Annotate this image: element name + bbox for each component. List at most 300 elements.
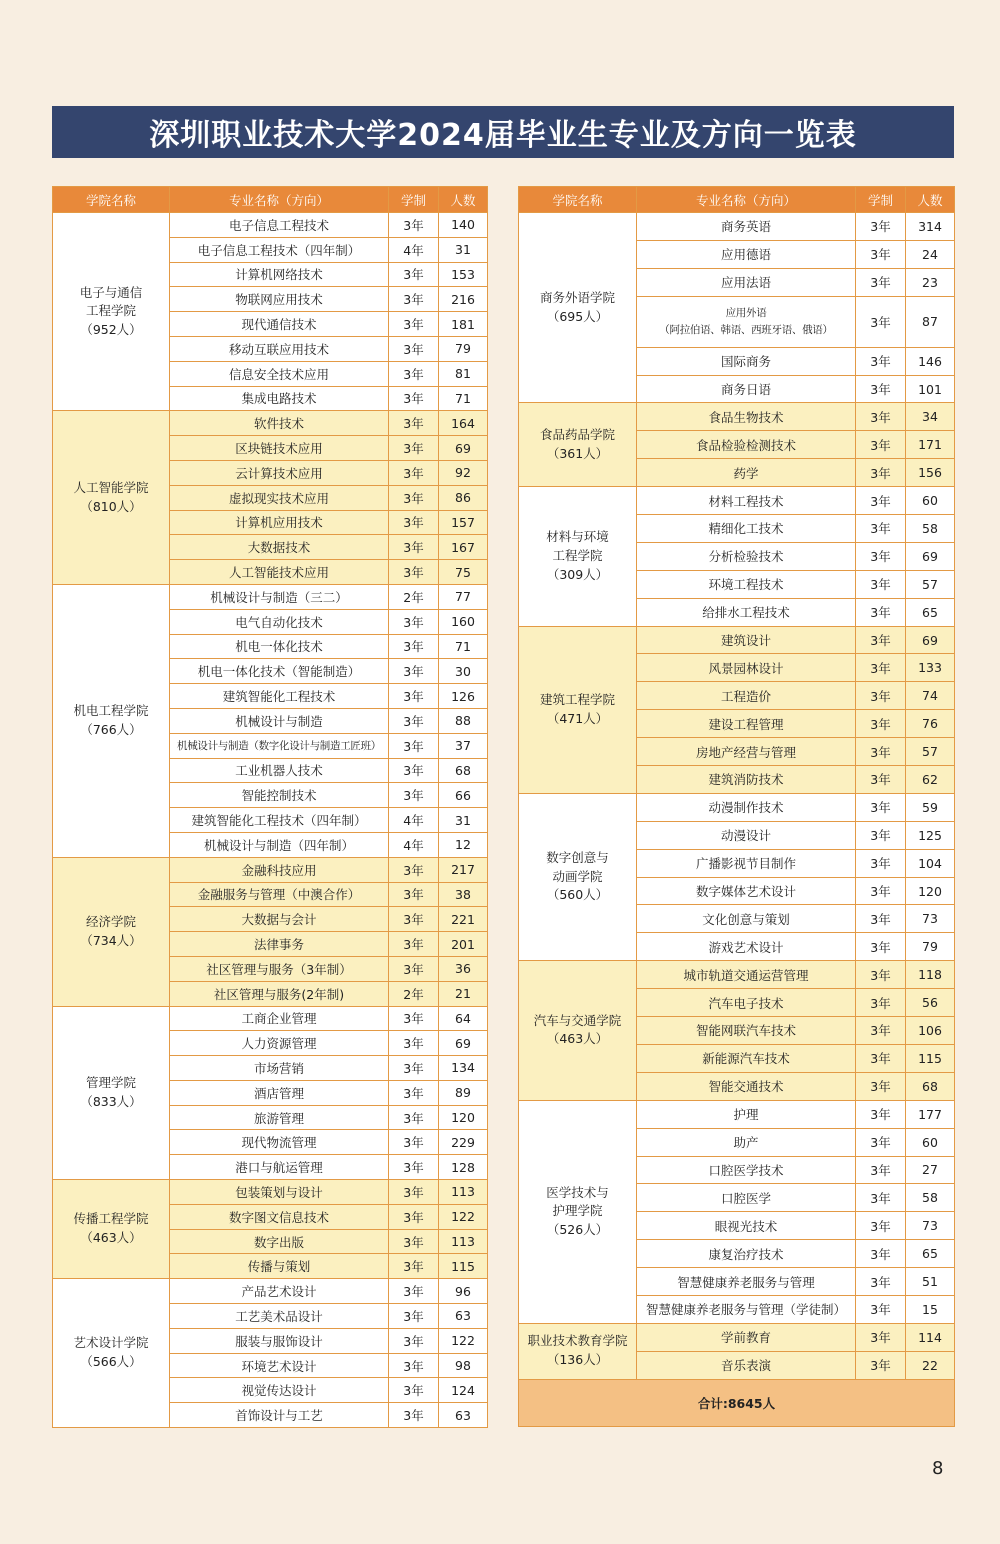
count-cell: 87 (906, 296, 955, 347)
major-name: 风景园林设计 (637, 654, 856, 682)
table-row (53, 1180, 488, 1205)
count-cell: 146 (906, 347, 955, 375)
duration-cell: 3年 (856, 487, 906, 515)
count-cell: 34 (906, 403, 955, 431)
table-row (519, 626, 955, 654)
duration-cell: 3年 (389, 1279, 439, 1304)
major-name: 动漫制作技术 (637, 793, 856, 821)
college-name: 数字创意与 动画学院 （560人） (519, 793, 637, 960)
count-cell: 101 (906, 375, 955, 403)
count-cell: 126 (439, 684, 488, 709)
count-cell: 65 (906, 598, 955, 626)
count-cell: 37 (439, 733, 488, 758)
major-name: 数字出版 (170, 1229, 389, 1254)
major-name: 云计算技术应用 (170, 460, 389, 485)
major-name: 智能网联汽车技术 (637, 1017, 856, 1045)
count-cell: 71 (439, 386, 488, 411)
major-name: 数字图文信息技术 (170, 1204, 389, 1229)
count-cell: 106 (906, 1017, 955, 1045)
major-name: 信息安全技术应用 (170, 361, 389, 386)
count-cell: 122 (439, 1204, 488, 1229)
duration-cell: 3年 (856, 933, 906, 961)
major-name: 人工智能技术应用 (170, 560, 389, 585)
duration-cell: 3年 (389, 932, 439, 957)
duration-cell: 4年 (389, 832, 439, 857)
count-cell: 216 (439, 287, 488, 312)
duration-cell: 3年 (856, 1351, 906, 1379)
count-cell: 57 (906, 738, 955, 766)
header-duration: 学制 (389, 187, 439, 213)
count-cell: 86 (439, 485, 488, 510)
table-row (519, 403, 955, 431)
majors-table-right (518, 186, 955, 1427)
count-cell: 69 (906, 626, 955, 654)
table-row (53, 213, 488, 238)
count-cell: 124 (439, 1378, 488, 1403)
duration-cell: 3年 (856, 1323, 906, 1351)
duration-cell: 3年 (856, 213, 906, 241)
major-name: 新能源汽车技术 (637, 1044, 856, 1072)
count-cell: 21 (439, 981, 488, 1006)
duration-cell: 3年 (389, 857, 439, 882)
duration-cell: 3年 (856, 682, 906, 710)
duration-cell: 3年 (856, 738, 906, 766)
count-cell: 79 (439, 336, 488, 361)
header-count: 人数 (439, 187, 488, 213)
header-major: 专业名称（方向） (170, 187, 389, 213)
count-cell: 98 (439, 1353, 488, 1378)
count-cell: 56 (906, 989, 955, 1017)
duration-cell: 3年 (389, 1080, 439, 1105)
major-name: 学前教育 (637, 1323, 856, 1351)
table-row (519, 961, 955, 989)
duration-cell: 3年 (389, 1403, 439, 1428)
major-name: 电子信息工程技术 (170, 213, 389, 238)
college-name: 汽车与交通学院 （463人） (519, 961, 637, 1100)
duration-cell: 3年 (856, 1017, 906, 1045)
duration-cell: 3年 (856, 347, 906, 375)
duration-cell: 3年 (856, 1212, 906, 1240)
count-cell: 59 (906, 793, 955, 821)
count-cell: 74 (906, 682, 955, 710)
major-name: 机械设计与制造（四年制） (170, 832, 389, 857)
major-name: 计算机网络技术 (170, 262, 389, 287)
count-cell: 12 (439, 832, 488, 857)
count-cell: 71 (439, 634, 488, 659)
major-name: 动漫设计 (637, 821, 856, 849)
major-name: 口腔医学技术 (637, 1156, 856, 1184)
total-count: 合计:8645人 (519, 1379, 955, 1426)
major-name: 商务英语 (637, 213, 856, 241)
major-name: 汽车电子技术 (637, 989, 856, 1017)
major-name: 助产 (637, 1128, 856, 1156)
count-cell: 153 (439, 262, 488, 287)
major-name: 数字媒体艺术设计 (637, 877, 856, 905)
college-name: 职业技术教育学院 （136人） (519, 1323, 637, 1379)
duration-cell: 4年 (389, 808, 439, 833)
count-cell: 171 (906, 431, 955, 459)
duration-cell: 3年 (856, 268, 906, 296)
major-name: 传播与策划 (170, 1254, 389, 1279)
table-row (519, 1100, 955, 1128)
major-name: 精细化工技术 (637, 515, 856, 543)
table-row (519, 1323, 955, 1351)
table-row (53, 1279, 488, 1304)
duration-cell: 3年 (856, 296, 906, 347)
duration-cell: 3年 (856, 598, 906, 626)
duration-cell: 3年 (389, 1254, 439, 1279)
duration-cell: 2年 (389, 981, 439, 1006)
major-name: 大数据技术 (170, 535, 389, 560)
major-name: 应用法语 (637, 268, 856, 296)
major-name: 金融服务与管理（中澳合作） (170, 882, 389, 907)
duration-cell: 3年 (389, 287, 439, 312)
count-cell: 122 (439, 1328, 488, 1353)
table-row (53, 1006, 488, 1031)
count-cell: 125 (906, 821, 955, 849)
duration-cell: 3年 (389, 1056, 439, 1081)
count-cell: 77 (439, 584, 488, 609)
major-name: 机械设计与制造 (170, 708, 389, 733)
table-row (53, 857, 488, 882)
major-name: 护理 (637, 1100, 856, 1128)
college-name: 管理学院 （833人） (53, 1006, 170, 1180)
college-name: 艺术设计学院 （566人） (53, 1279, 170, 1428)
duration-cell: 3年 (389, 535, 439, 560)
count-cell: 156 (906, 459, 955, 487)
duration-cell: 3年 (389, 733, 439, 758)
count-cell: 60 (906, 487, 955, 515)
major-name: 智能控制技术 (170, 783, 389, 808)
count-cell: 229 (439, 1130, 488, 1155)
college-name: 电子与通信 工程学院 （952人） (53, 213, 170, 411)
major-name: 国际商务 (637, 347, 856, 375)
count-cell: 221 (439, 907, 488, 932)
count-cell: 58 (906, 515, 955, 543)
majors-table-left (52, 186, 488, 1428)
count-cell: 75 (439, 560, 488, 585)
duration-cell: 3年 (389, 1130, 439, 1155)
count-cell: 181 (439, 312, 488, 337)
count-cell: 62 (906, 766, 955, 794)
duration-cell: 3年 (856, 766, 906, 794)
count-cell: 66 (439, 783, 488, 808)
duration-cell: 3年 (389, 560, 439, 585)
duration-cell: 3年 (856, 1295, 906, 1323)
duration-cell: 3年 (389, 783, 439, 808)
major-name: 服装与服饰设计 (170, 1328, 389, 1353)
duration-cell: 3年 (389, 386, 439, 411)
duration-cell: 3年 (389, 411, 439, 436)
major-name: 工业机器人技术 (170, 758, 389, 783)
major-name: 游戏艺术设计 (637, 933, 856, 961)
major-name: 包装策划与设计 (170, 1180, 389, 1205)
count-cell: 73 (906, 905, 955, 933)
count-cell: 133 (906, 654, 955, 682)
duration-cell: 3年 (389, 758, 439, 783)
major-name: 机电一体化技术（智能制造） (170, 659, 389, 684)
college-name: 建筑工程学院 （471人） (519, 626, 637, 793)
duration-cell: 3年 (856, 710, 906, 738)
count-cell: 65 (906, 1240, 955, 1268)
count-cell: 30 (439, 659, 488, 684)
count-cell: 51 (906, 1268, 955, 1296)
major-name: 建筑设计 (637, 626, 856, 654)
count-cell: 57 (906, 570, 955, 598)
count-cell: 64 (439, 1006, 488, 1031)
major-name: 广播影视节目制作 (637, 849, 856, 877)
page-title: 深圳职业技术大学2024届毕业生专业及方向一览表 (52, 106, 954, 158)
duration-cell: 3年 (856, 905, 906, 933)
duration-cell: 3年 (856, 459, 906, 487)
table-row (519, 487, 955, 515)
major-name: 城市轨道交通运营管理 (637, 961, 856, 989)
count-cell: 22 (906, 1351, 955, 1379)
major-name: 大数据与会计 (170, 907, 389, 932)
count-cell: 63 (439, 1403, 488, 1428)
duration-cell: 3年 (389, 361, 439, 386)
duration-cell: 3年 (856, 1184, 906, 1212)
duration-cell: 3年 (389, 312, 439, 337)
major-name: 社区管理与服务(2年制) (170, 981, 389, 1006)
duration-cell: 3年 (389, 460, 439, 485)
table-row (519, 213, 955, 241)
count-cell: 68 (439, 758, 488, 783)
major-name: 房地产经营与管理 (637, 738, 856, 766)
major-name: 社区管理与服务（3年制） (170, 956, 389, 981)
count-cell: 104 (906, 849, 955, 877)
duration-cell: 3年 (856, 626, 906, 654)
duration-cell: 2年 (389, 584, 439, 609)
header-count: 人数 (906, 187, 955, 213)
major-name: 区块链技术应用 (170, 436, 389, 461)
major-name: 康复治疗技术 (637, 1240, 856, 1268)
duration-cell: 3年 (856, 793, 906, 821)
duration-cell: 3年 (856, 1100, 906, 1128)
major-name: 环境艺术设计 (170, 1353, 389, 1378)
count-cell: 63 (439, 1304, 488, 1329)
count-cell: 69 (906, 542, 955, 570)
major-name: 口腔医学 (637, 1184, 856, 1212)
major-name: 软件技术 (170, 411, 389, 436)
duration-cell: 3年 (389, 213, 439, 238)
major-name: 应用德语 (637, 240, 856, 268)
major-name: 机械设计与制造（数字化设计与制造工匠班） (170, 733, 389, 758)
count-cell: 92 (439, 460, 488, 485)
major-name: 工艺美术品设计 (170, 1304, 389, 1329)
major-name: 材料工程技术 (637, 487, 856, 515)
college-name: 传播工程学院 （463人） (53, 1180, 170, 1279)
duration-cell: 3年 (856, 877, 906, 905)
duration-cell: 3年 (389, 1304, 439, 1329)
duration-cell: 3年 (856, 375, 906, 403)
major-name: 集成电路技术 (170, 386, 389, 411)
duration-cell: 3年 (856, 570, 906, 598)
count-cell: 114 (906, 1323, 955, 1351)
count-cell: 96 (439, 1279, 488, 1304)
major-name: 给排水工程技术 (637, 598, 856, 626)
count-cell: 76 (906, 710, 955, 738)
count-cell: 157 (439, 510, 488, 535)
count-cell: 73 (906, 1212, 955, 1240)
major-name: 商务日语 (637, 375, 856, 403)
duration-cell: 3年 (856, 849, 906, 877)
college-name: 人工智能学院 （810人） (53, 411, 170, 585)
duration-cell: 3年 (389, 336, 439, 361)
major-name: 应用外语 （阿拉伯语、韩语、西班牙语、俄语） (637, 296, 856, 347)
count-cell: 79 (906, 933, 955, 961)
count-cell: 88 (439, 708, 488, 733)
major-name: 分析检验技术 (637, 542, 856, 570)
count-cell: 31 (439, 237, 488, 262)
count-cell: 69 (439, 436, 488, 461)
duration-cell: 3年 (389, 1031, 439, 1056)
college-name: 食品药品学院 （361人） (519, 403, 637, 487)
duration-cell: 3年 (389, 436, 439, 461)
major-name: 法律事务 (170, 932, 389, 957)
header-college: 学院名称 (53, 187, 170, 213)
major-name: 人力资源管理 (170, 1031, 389, 1056)
duration-cell: 3年 (389, 1229, 439, 1254)
duration-cell: 3年 (856, 1268, 906, 1296)
count-cell: 27 (906, 1156, 955, 1184)
count-cell: 81 (439, 361, 488, 386)
major-name: 港口与航运管理 (170, 1155, 389, 1180)
major-name: 环境工程技术 (637, 570, 856, 598)
major-name: 音乐表演 (637, 1351, 856, 1379)
count-cell: 164 (439, 411, 488, 436)
major-name: 智慧健康养老服务与管理 (637, 1268, 856, 1296)
duration-cell: 3年 (389, 510, 439, 535)
duration-cell: 3年 (856, 989, 906, 1017)
count-cell: 68 (906, 1072, 955, 1100)
duration-cell: 3年 (389, 708, 439, 733)
major-name: 智慧健康养老服务与管理（学徒制） (637, 1295, 856, 1323)
duration-cell: 3年 (389, 1204, 439, 1229)
duration-cell: 3年 (389, 956, 439, 981)
count-cell: 314 (906, 213, 955, 241)
count-cell: 120 (439, 1105, 488, 1130)
college-name: 经济学院 （734人） (53, 857, 170, 1006)
count-cell: 128 (439, 1155, 488, 1180)
duration-cell: 3年 (856, 431, 906, 459)
table-row (53, 411, 488, 436)
duration-cell: 4年 (389, 237, 439, 262)
major-name: 机电一体化技术 (170, 634, 389, 659)
count-cell: 115 (439, 1254, 488, 1279)
table-row (53, 584, 488, 609)
count-cell: 120 (906, 877, 955, 905)
count-cell: 23 (906, 268, 955, 296)
duration-cell: 3年 (856, 1072, 906, 1100)
count-cell: 38 (439, 882, 488, 907)
header-major: 专业名称（方向） (637, 187, 856, 213)
count-cell: 24 (906, 240, 955, 268)
count-cell: 60 (906, 1128, 955, 1156)
duration-cell: 3年 (389, 1180, 439, 1205)
major-name: 移动互联应用技术 (170, 336, 389, 361)
duration-cell: 3年 (389, 262, 439, 287)
duration-cell: 3年 (856, 542, 906, 570)
count-cell: 36 (439, 956, 488, 981)
duration-cell: 3年 (389, 485, 439, 510)
count-cell: 134 (439, 1056, 488, 1081)
major-name: 食品检验检测技术 (637, 431, 856, 459)
major-name: 首饰设计与工艺 (170, 1403, 389, 1428)
college-name: 材料与环境 工程学院 （309人） (519, 487, 637, 626)
duration-cell: 3年 (389, 882, 439, 907)
major-name: 工商企业管理 (170, 1006, 389, 1031)
count-cell: 201 (439, 932, 488, 957)
duration-cell: 3年 (856, 515, 906, 543)
duration-cell: 3年 (856, 961, 906, 989)
count-cell: 160 (439, 609, 488, 634)
count-cell: 15 (906, 1295, 955, 1323)
count-cell: 58 (906, 1184, 955, 1212)
duration-cell: 3年 (389, 1105, 439, 1130)
table-row (519, 793, 955, 821)
count-cell: 31 (439, 808, 488, 833)
header-duration: 学制 (856, 187, 906, 213)
major-name: 现代物流管理 (170, 1130, 389, 1155)
count-cell: 167 (439, 535, 488, 560)
major-name: 建设工程管理 (637, 710, 856, 738)
count-cell: 89 (439, 1080, 488, 1105)
major-name: 药学 (637, 459, 856, 487)
major-name: 工程造价 (637, 682, 856, 710)
count-cell: 115 (906, 1044, 955, 1072)
duration-cell: 3年 (389, 659, 439, 684)
major-name: 智能交通技术 (637, 1072, 856, 1100)
count-cell: 69 (439, 1031, 488, 1056)
duration-cell: 3年 (389, 1353, 439, 1378)
major-name: 建筑消防技术 (637, 766, 856, 794)
duration-cell: 3年 (389, 1006, 439, 1031)
major-name: 眼视光技术 (637, 1212, 856, 1240)
count-cell: 118 (906, 961, 955, 989)
duration-cell: 3年 (389, 684, 439, 709)
duration-cell: 3年 (389, 634, 439, 659)
header-college: 学院名称 (519, 187, 637, 213)
major-name: 视觉传达设计 (170, 1378, 389, 1403)
count-cell: 177 (906, 1100, 955, 1128)
count-cell: 140 (439, 213, 488, 238)
duration-cell: 3年 (856, 654, 906, 682)
duration-cell: 3年 (856, 1240, 906, 1268)
duration-cell: 3年 (389, 1155, 439, 1180)
duration-cell: 3年 (389, 609, 439, 634)
duration-cell: 3年 (389, 907, 439, 932)
duration-cell: 3年 (856, 1128, 906, 1156)
major-name: 现代通信技术 (170, 312, 389, 337)
major-name: 产品艺术设计 (170, 1279, 389, 1304)
count-cell: 113 (439, 1180, 488, 1205)
major-name: 文化创意与策划 (637, 905, 856, 933)
duration-cell: 3年 (389, 1328, 439, 1353)
college-name: 医学技术与 护理学院 （526人） (519, 1100, 637, 1323)
college-name: 机电工程学院 （766人） (53, 584, 170, 857)
duration-cell: 3年 (856, 1044, 906, 1072)
major-name: 电子信息工程技术（四年制） (170, 237, 389, 262)
college-name: 商务外语学院 （695人） (519, 213, 637, 403)
page-number: 8 (932, 1458, 944, 1479)
duration-cell: 3年 (389, 1378, 439, 1403)
duration-cell: 3年 (856, 240, 906, 268)
major-name: 金融科技应用 (170, 857, 389, 882)
major-name: 虚拟现实技术应用 (170, 485, 389, 510)
count-cell: 217 (439, 857, 488, 882)
major-name: 建筑智能化工程技术（四年制） (170, 808, 389, 833)
